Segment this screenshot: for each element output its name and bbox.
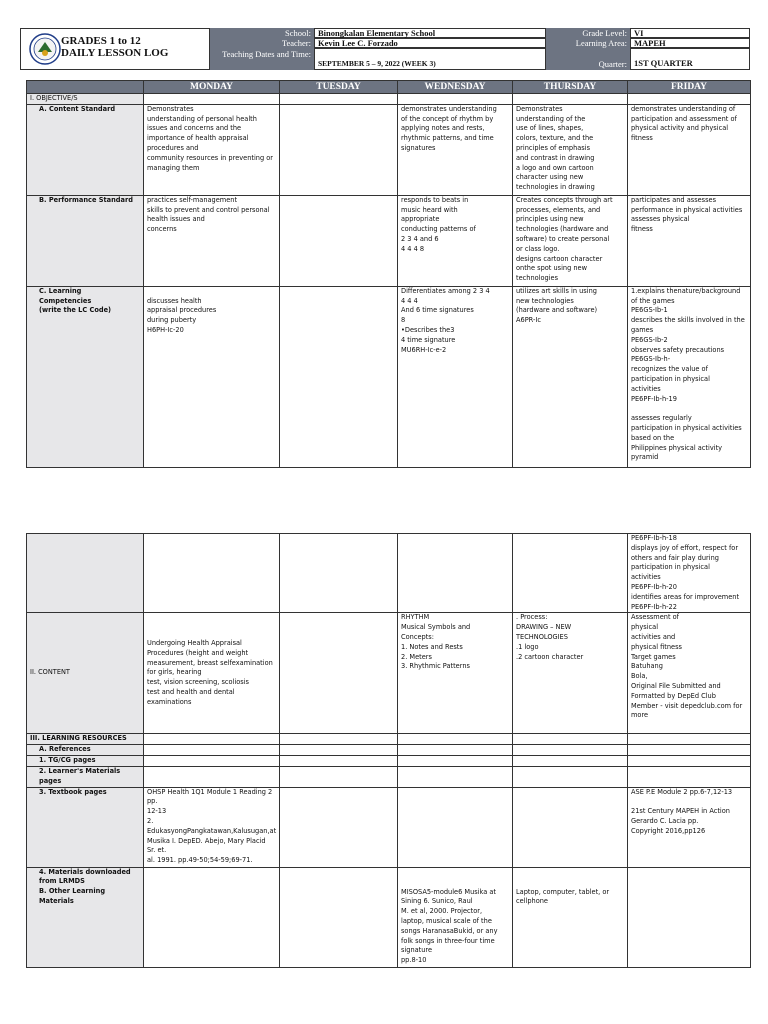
performance-standard-label: B. Performance Standard <box>27 195 144 286</box>
lesson-table-page1 <box>26 80 751 468</box>
resources-row <box>27 734 751 745</box>
lrmds-label: 4. Materials downloaded from LRMDS <box>39 867 131 886</box>
content-wednesday: RHYTHM Musical Symbols and Concepts: 1. Notes and Rests 2. Meters 3. Rhythmic Patterns <box>398 613 513 734</box>
content-friday: Assessment of physical activities and physical fitness Target games Batuhang Bola, Original File Submitted and Formatted by DepEd Club Member - visit depedclub.com for more <box>628 613 751 734</box>
competencies-tuesday <box>280 286 398 467</box>
teaching-dates-label: Teaching Dates and Time: <box>210 48 314 70</box>
performance-standard-monday: practices self-management skills to prevent and control personal health issues and concerns <box>144 195 280 286</box>
references-row <box>27 745 751 756</box>
tg-pages-row <box>27 756 751 767</box>
day-header-wednesday: WEDNESDAY <box>398 81 513 94</box>
title-grades: GRADES 1 to 12 <box>61 35 141 47</box>
school-value: Binongkalan Elementary School <box>314 28 546 38</box>
content-monday: Undergoing Health Appraisal Procedures (height and weight measurement, breast selfexamination for girls, hearing test, vision screening, scoliosis test and health and dental examinations <box>144 613 280 734</box>
day-header-tuesday: TUESDAY <box>280 81 398 94</box>
content-standard-monday: Demonstrates understanding of personal health issues and concerns and the importance of health appraisal procedures and community resources in preventing or managing them <box>144 104 280 195</box>
textbook-pages-label: 3. Textbook pages <box>27 787 144 867</box>
textbook-friday: ASE P.E Module 2 pp.6-7,12-13 21st Century MAPEH in Action Gerardo C. Lacia pp. Copyright 2016,pp126 <box>628 787 751 867</box>
competencies-friday: 1.explains thenature/background of the games PE6GS-Ib-1 describes the skills involved in the games PE6GS-Ib-2 observes safety precautions PE6GS-Ib-h- recognizes the value of participation in physical activities PE6PF-Ib-h-19 assesses regularly participation in physical activities based on the Philippines physical activity pyramid <box>628 286 751 467</box>
performance-standard-tuesday <box>280 195 398 286</box>
competencies-continued-row <box>27 534 751 613</box>
teaching-dates-value: SEPTEMBER 5 – 9, 2022 (WEEK 3) <box>314 48 546 70</box>
grade-level-value: VI <box>630 28 750 38</box>
competencies-thursday: utilizes art skills in using new technologies (hardware and software) A6PR-Ic <box>513 286 628 467</box>
performance-standard-wednesday: responds to beats in music heard with appropriate conducting patterns of 2 3 4 and 6 4 4 4 8 <box>398 195 513 286</box>
other-materials-row <box>27 867 751 967</box>
other-materials-label: B. Other Learning Materials <box>39 887 106 905</box>
content-thursday: . Process: DRAWING – NEW TECHNOLOGIES .1 logo .2 cartoon character <box>513 613 628 734</box>
quarter-label: Quarter: <box>546 48 630 70</box>
performance-standard-thursday: Creates concepts through art processes, elements, and principles using new technologies (hardware and software) to create personal or class logo. designs cartoon character onthe spot using new technologies <box>513 195 628 286</box>
lm-pages-label: 2. Learner's Materials pages <box>27 766 144 787</box>
competencies-wednesday: Differentiates among 2 3 4 4 4 4 And 6 time signatures 8 •Describes the3 4 time signature MU6RH-Ic-e-2 <box>398 286 513 467</box>
content-label: II. CONTENT <box>27 613 144 734</box>
tg-pages-label: 1. TG/CG pages <box>27 756 144 767</box>
content-standard-label: A. Content Standard <box>27 104 144 195</box>
other-materials-wednesday: MISOSA5-module6 Musika at Sining 6. Sunico, Raul M. et al, 2000. Projector, laptop, musical scale of the songs HaranasaBukid, or any folk songs in three-four time signature pp.8-10 <box>398 867 513 967</box>
textbook-pages-row <box>27 787 751 867</box>
other-materials-thursday: Laptop, computer, tablet, or cellphone <box>513 867 628 967</box>
competencies-monday: discusses health appraisal procedures during puberty H6PH-Ic-20 <box>144 286 280 467</box>
lesson-table-page2 <box>26 533 751 968</box>
content-standard-tuesday <box>280 104 398 195</box>
school-label: School: <box>210 28 314 38</box>
content-standard-thursday: Demonstrates understanding of the use of lines, shapes, colors, texture, and the principles of emphasis and contrast in drawing a logo and own cartoon character using new technologies in drawing <box>513 104 628 195</box>
day-header-thursday: THURSDAY <box>513 81 628 94</box>
resources-label: III. LEARNING RESOURCES <box>27 734 144 745</box>
lesson-log-header <box>20 28 750 70</box>
competencies-friday-continued: PE6PF-Ib-h-18 displays joy of effort, respect for others and fair play during participation in physical activities PE6PF-Ib-h-20 identifies areas for improvement PE6PF-Ib-h-22 <box>628 534 751 613</box>
grade-level-label: Grade Level: <box>546 28 630 38</box>
title-daily-lesson-log: DAILY LESSON LOG <box>61 47 169 59</box>
references-label: A. References <box>27 745 144 756</box>
textbook-monday: OHSP Health 1Q1 Module 1 Reading 2 pp. 12-13 2. EdukasyongPangkatawan,Kalusugan,at Musika I. DepED. Abejo, Mary Placid Sr. et. al. 1991. pp.49-50;54-59;69-71. <box>144 787 280 867</box>
deped-seal-icon <box>29 33 61 65</box>
content-standard-friday: demonstrates understanding of participation and assessment of physical activity and physical fitness <box>628 104 751 195</box>
content-standard-row <box>27 104 751 195</box>
learning-area-value: MAPEH <box>630 38 750 48</box>
objectives-label: I. OBJECTIVE/S <box>27 94 144 105</box>
learning-area-label: Learning Area: <box>546 38 630 48</box>
day-header-blank <box>27 81 144 94</box>
lm-pages-row <box>27 766 751 787</box>
content-standard-wednesday: demonstrates understanding of the concept of rhythm by applying notes and rests, rhythmic patterns, and time signatures <box>398 104 513 195</box>
content-row <box>27 613 751 734</box>
day-header-friday: FRIDAY <box>628 81 751 94</box>
day-header-row <box>27 81 751 94</box>
objectives-row <box>27 94 751 105</box>
teacher-label: Teacher: <box>210 38 314 48</box>
lrmds-and-other-label <box>27 867 144 967</box>
quarter-value: 1ST QUARTER <box>630 48 750 70</box>
competencies-label: C. Learning Competencies (write the LC Code) <box>27 286 144 467</box>
day-header-monday: MONDAY <box>144 81 280 94</box>
teacher-value: Kevin Lee C. Forzado <box>314 38 546 48</box>
performance-standard-row <box>27 195 751 286</box>
content-tuesday <box>280 613 398 734</box>
competencies-row <box>27 286 751 467</box>
title-block <box>20 28 210 70</box>
performance-standard-friday: participates and assesses performance in physical activities assesses physical fitness <box>628 195 751 286</box>
